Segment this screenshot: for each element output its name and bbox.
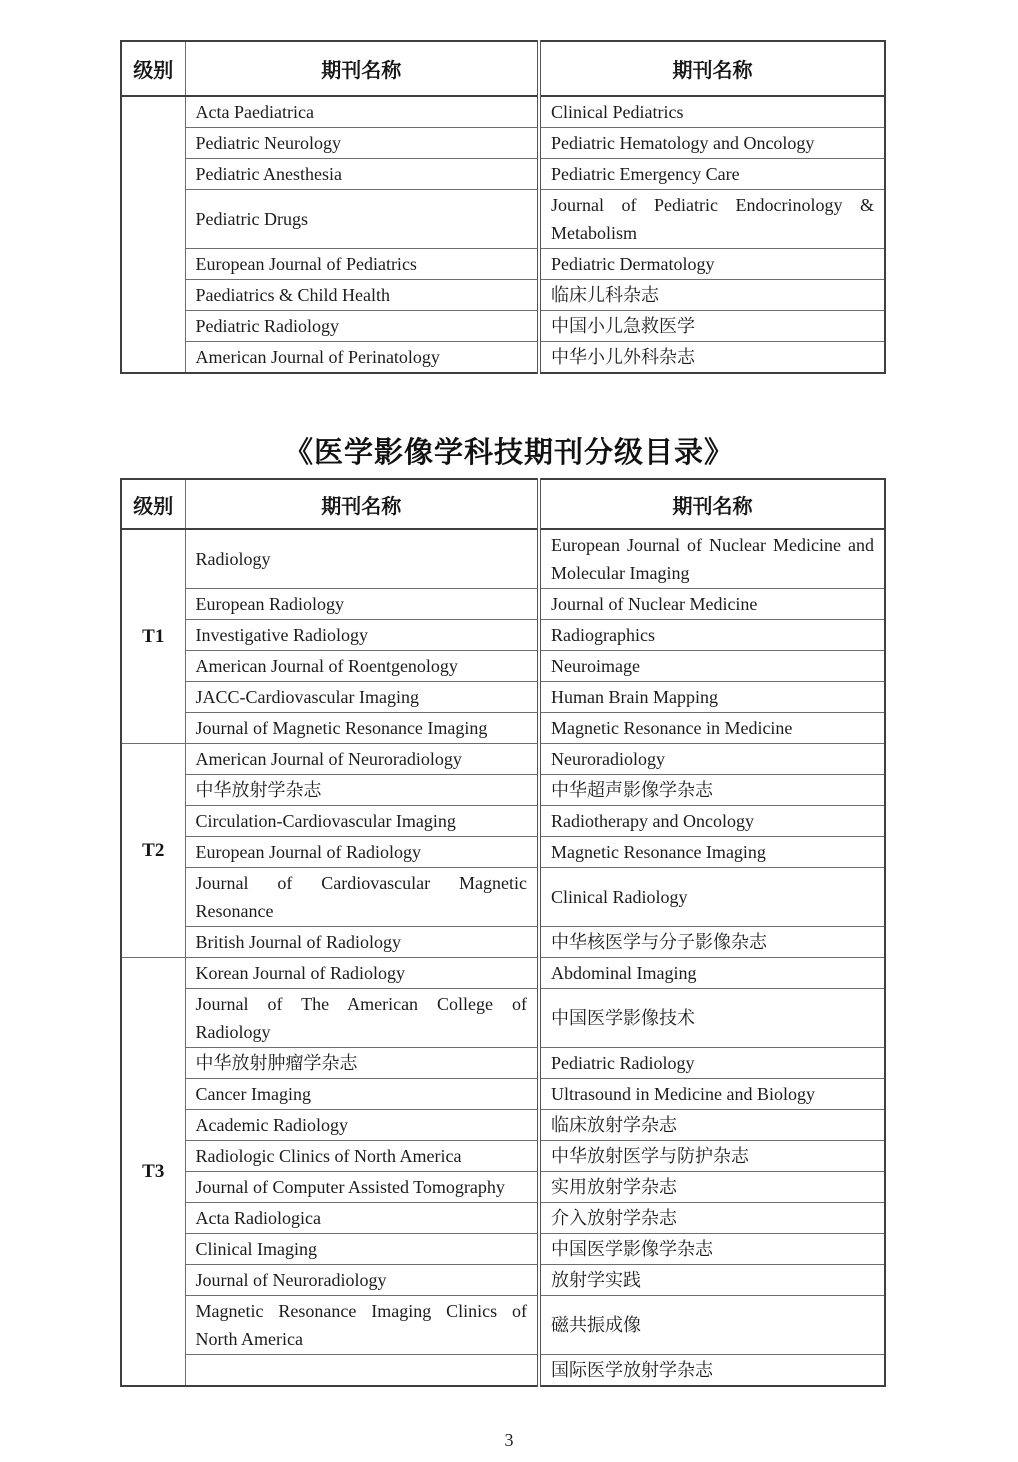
journal-name-column-header: 期刊名称 <box>539 479 885 529</box>
journal-name-cell: Radiology <box>185 529 539 589</box>
table-row <box>121 958 885 989</box>
page-number: 3 <box>504 1430 514 1450</box>
table-row <box>121 744 885 775</box>
journal-name-cell: European Journal of Radiology <box>185 837 539 868</box>
table-row <box>121 620 885 651</box>
journal-name-cell: 国际医学放射学杂志 <box>539 1355 885 1387</box>
table-row <box>121 190 885 249</box>
table-row <box>121 837 885 868</box>
tier-level-cell: T2 <box>121 744 185 958</box>
journal-name-cell: Pediatric Anesthesia <box>185 159 539 190</box>
table-row <box>121 1355 885 1387</box>
journal-name-cell: 中国医学影像技术 <box>539 989 885 1048</box>
journal-name-cell: Journal of The American College of Radiology <box>185 989 539 1048</box>
table-row <box>121 159 885 190</box>
imaging-table-section <box>120 478 886 1387</box>
journal-name-cell: 中华放射医学与防护杂志 <box>539 1141 885 1172</box>
table-row <box>121 1141 885 1172</box>
journal-name-cell: Clinical Radiology <box>539 868 885 927</box>
table-row <box>121 1265 885 1296</box>
table-row <box>121 682 885 713</box>
journal-name-cell: 中华放射肿瘤学杂志 <box>185 1048 539 1079</box>
journal-name-cell: Cancer Imaging <box>185 1079 539 1110</box>
journal-name-cell: Journal of Pediatric Endocrinology & Metabolism <box>539 190 885 249</box>
journal-name-cell: Journal of Neuroradiology <box>185 1265 539 1296</box>
table-row <box>121 589 885 620</box>
journal-name-cell: Acta Paediatrica <box>185 96 539 128</box>
table-row <box>121 529 885 589</box>
journal-name-cell: Pediatric Neurology <box>185 128 539 159</box>
journal-name-cell: 实用放射学杂志 <box>539 1172 885 1203</box>
table-row <box>121 1048 885 1079</box>
journal-name-cell: Pediatric Hematology and Oncology <box>539 128 885 159</box>
journal-name-cell: Clinical Imaging <box>185 1234 539 1265</box>
table-row <box>121 280 885 311</box>
journal-name-cell: British Journal of Radiology <box>185 927 539 958</box>
imaging-section-title: 《医学影像学科技期刊分级目录》 <box>283 435 734 469</box>
table-row <box>121 311 885 342</box>
tier-level-cell: T1 <box>121 529 185 744</box>
table-row <box>121 96 885 128</box>
pediatrics-journal-table <box>120 40 886 374</box>
journal-name-column-header: 期刊名称 <box>185 479 539 529</box>
table-row <box>121 868 885 927</box>
journal-name-cell: Radiologic Clinics of North America <box>185 1141 539 1172</box>
journal-name-cell: JACC-Cardiovascular Imaging <box>185 682 539 713</box>
journal-name-cell: 临床放射学杂志 <box>539 1110 885 1141</box>
table-row <box>121 806 885 837</box>
table-row <box>121 989 885 1048</box>
journal-name-cell: Magnetic Resonance Imaging <box>539 837 885 868</box>
table-row <box>121 1172 885 1203</box>
table-row <box>121 342 885 374</box>
journal-name-cell: 磁共振成像 <box>539 1296 885 1355</box>
table-row <box>121 651 885 682</box>
table-row <box>121 249 885 280</box>
level-column-header: 级别 <box>121 41 185 96</box>
table-row <box>121 927 885 958</box>
journal-name-cell: American Journal of Perinatology <box>185 342 539 374</box>
journal-name-cell: Radiographics <box>539 620 885 651</box>
journal-name-cell: American Journal of Neuroradiology <box>185 744 539 775</box>
journal-name-cell: Pediatric Drugs <box>185 190 539 249</box>
journal-name-cell: Pediatric Radiology <box>185 311 539 342</box>
journal-name-cell: Radiotherapy and Oncology <box>539 806 885 837</box>
journal-name-cell: Acta Radiologica <box>185 1203 539 1234</box>
table-row <box>121 1203 885 1234</box>
journal-name-cell: Neuroimage <box>539 651 885 682</box>
journal-name-cell: Pediatric Dermatology <box>539 249 885 280</box>
tier-level-cell <box>121 96 185 373</box>
journal-name-cell: 放射学实践 <box>539 1265 885 1296</box>
table-row <box>121 1296 885 1355</box>
journal-name-cell: European Journal of Nuclear Medicine and Molecular Imaging <box>539 529 885 589</box>
journal-name-cell: Investigative Radiology <box>185 620 539 651</box>
journal-name-column-header: 期刊名称 <box>539 41 885 96</box>
table-row <box>121 713 885 744</box>
table-row <box>121 1234 885 1265</box>
journal-name-cell: Magnetic Resonance Imaging Clinics of North America <box>185 1296 539 1355</box>
journal-name-cell: European Journal of Pediatrics <box>185 249 539 280</box>
journal-name-cell: Journal of Computer Assisted Tomography <box>185 1172 539 1203</box>
journal-name-cell: 临床儿科杂志 <box>539 280 885 311</box>
journal-name-cell: Clinical Pediatrics <box>539 96 885 128</box>
pediatrics-table-section <box>120 40 886 374</box>
journal-name-cell <box>185 1355 539 1387</box>
journal-name-cell: Ultrasound in Medicine and Biology <box>539 1079 885 1110</box>
journal-name-cell: European Radiology <box>185 589 539 620</box>
journal-name-cell: Magnetic Resonance in Medicine <box>539 713 885 744</box>
journal-name-cell: Academic Radiology <box>185 1110 539 1141</box>
journal-name-cell: Pediatric Radiology <box>539 1048 885 1079</box>
journal-name-cell: 中华小儿外科杂志 <box>539 342 885 374</box>
journal-name-column-header: 期刊名称 <box>185 41 539 96</box>
journal-name-cell: Journal of Cardiovascular Magnetic Resonance <box>185 868 539 927</box>
journal-name-cell: Journal of Nuclear Medicine <box>539 589 885 620</box>
table-row <box>121 128 885 159</box>
table-row <box>121 1079 885 1110</box>
journal-name-cell: Paediatrics & Child Health <box>185 280 539 311</box>
journal-name-cell: Pediatric Emergency Care <box>539 159 885 190</box>
journal-name-cell: Journal of Magnetic Resonance Imaging <box>185 713 539 744</box>
journal-name-cell: Abdominal Imaging <box>539 958 885 989</box>
journal-name-cell: Circulation-Cardiovascular Imaging <box>185 806 539 837</box>
journal-name-cell: Korean Journal of Radiology <box>185 958 539 989</box>
table-row <box>121 1110 885 1141</box>
table-row <box>121 775 885 806</box>
journal-name-cell: 中华核医学与分子影像杂志 <box>539 927 885 958</box>
journal-name-cell: 中国医学影像学杂志 <box>539 1234 885 1265</box>
journal-name-cell: Human Brain Mapping <box>539 682 885 713</box>
journal-name-cell: 中国小儿急救医学 <box>539 311 885 342</box>
journal-name-cell: Neuroradiology <box>539 744 885 775</box>
journal-name-cell: American Journal of Roentgenology <box>185 651 539 682</box>
header-row <box>121 41 885 96</box>
header-row <box>121 479 885 529</box>
tier-level-cell: T3 <box>121 958 185 1387</box>
journal-name-cell: 中华放射学杂志 <box>185 775 539 806</box>
imaging-journal-table <box>120 478 886 1387</box>
journal-name-cell: 介入放射学杂志 <box>539 1203 885 1234</box>
level-column-header: 级别 <box>121 479 185 529</box>
journal-name-cell: 中华超声影像学杂志 <box>539 775 885 806</box>
